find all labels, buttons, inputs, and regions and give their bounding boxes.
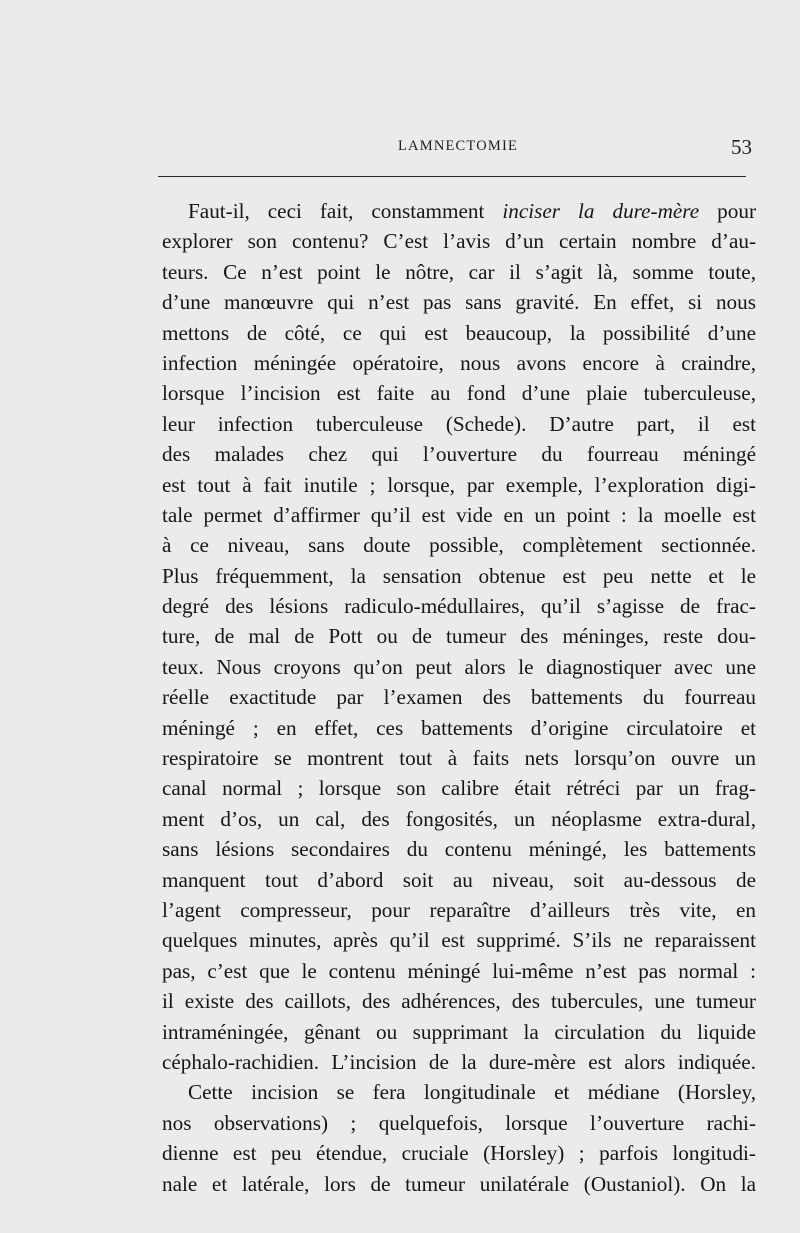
italic-phrase: inciser la dure-mère (502, 199, 700, 223)
running-head (160, 136, 752, 160)
text-line: manquent tout d’abord soit au niveau, soit au-dessous de (162, 867, 756, 892)
text-line: canal normal ; lorsque son calibre était rétréci par un frag- (162, 776, 756, 801)
text-line: mettons de côté, ce qui est beaucoup, la possibilité d’une (162, 320, 756, 345)
body-text (162, 196, 756, 1199)
text-line: explorer son contenu? C’est l’avis d’un certain nombre d’au- (162, 229, 756, 254)
text-line: lorsque l’incision est faite au fond d’une plaie tuberculeuse, (162, 381, 756, 406)
text-line: est tout à fait inutile ; lorsque, par exemple, l’exploration digi- (162, 472, 756, 497)
header-rule (158, 176, 746, 177)
text-line: Plus fréquemment, la sensation obtenue est peu nette et le (162, 563, 756, 588)
text-line: céphalo-rachidien. L’incision de la dure-mère est alors indiquée. (162, 1049, 756, 1074)
text-line: teurs. Ce n’est point le nôtre, car il s’agit là, somme toute, (162, 259, 756, 284)
text-line: tale permet d’affirmer qu’il est vide en un point : la moelle est (162, 502, 756, 527)
text-line: Faut-il, ceci fait, constamment inciser la dure-mère pour (188, 199, 756, 223)
text-line: intraméningée, gênant ou supprimant la circulation du liquide (162, 1019, 756, 1044)
text-line: des malades chez qui l’ouverture du fourreau méningé (162, 442, 756, 467)
text-line: ture, de mal de Pott ou de tumeur des méninges, reste dou- (162, 624, 756, 649)
text-line: degré des lésions radiculo-médullaires, qu’il s’agisse de frac- (162, 594, 756, 619)
text-line: quelques minutes, après qu’il est supprimé. S’ils ne reparaissent (162, 928, 756, 953)
page-number: 53 (731, 135, 752, 159)
text-line: sans lésions secondaires du contenu méningé, les battements (162, 837, 756, 862)
text-line: respiratoire se montrent tout à faits nets lorsqu’on ouvre un (162, 746, 756, 771)
text-line: à ce niveau, sans doute possible, complètement sectionnée. (162, 533, 756, 558)
text-line: teux. Nous croyons qu’on peut alors le diagnostiquer avec une (162, 654, 756, 679)
text-line: Cette incision se fera longitudinale et médiane (Horsley, (188, 1080, 756, 1105)
text-line: dienne est peu étendue, cruciale (Horsley) ; parfois longitudi- (162, 1141, 756, 1166)
text-line: nos observations) ; quelquefois, lorsque l’ouverture rachi- (162, 1110, 756, 1135)
text-line: il existe des caillots, des adhérences, des tubercules, une tumeur (162, 989, 756, 1014)
text-line: l’agent compresseur, pour reparaître d’ailleurs très vite, en (162, 897, 756, 922)
text-line: ment d’os, un cal, des fongosités, un néoplasme extra-dural, (162, 806, 756, 831)
running-title: LAMNECTOMIE (398, 138, 519, 154)
text-line: infection méningée opératoire, nous avons encore à craindre, (162, 350, 756, 375)
text-line: leur infection tuberculeuse (Schede). D’autre part, il est (162, 411, 756, 436)
text-line: pas, c’est que le contenu méningé lui-même n’est pas normal : (162, 958, 756, 983)
text-line: nale et latérale, lors de tumeur unilatérale (Oustaniol). On la (162, 1171, 756, 1196)
text-line: réelle exactitude par l’examen des battements du fourreau (162, 685, 756, 710)
text-line: d’une manœuvre qui n’est pas sans gravité. En effet, si nous (162, 290, 756, 315)
text-line: méningé ; en effet, ces battements d’origine circulatoire et (162, 715, 756, 740)
